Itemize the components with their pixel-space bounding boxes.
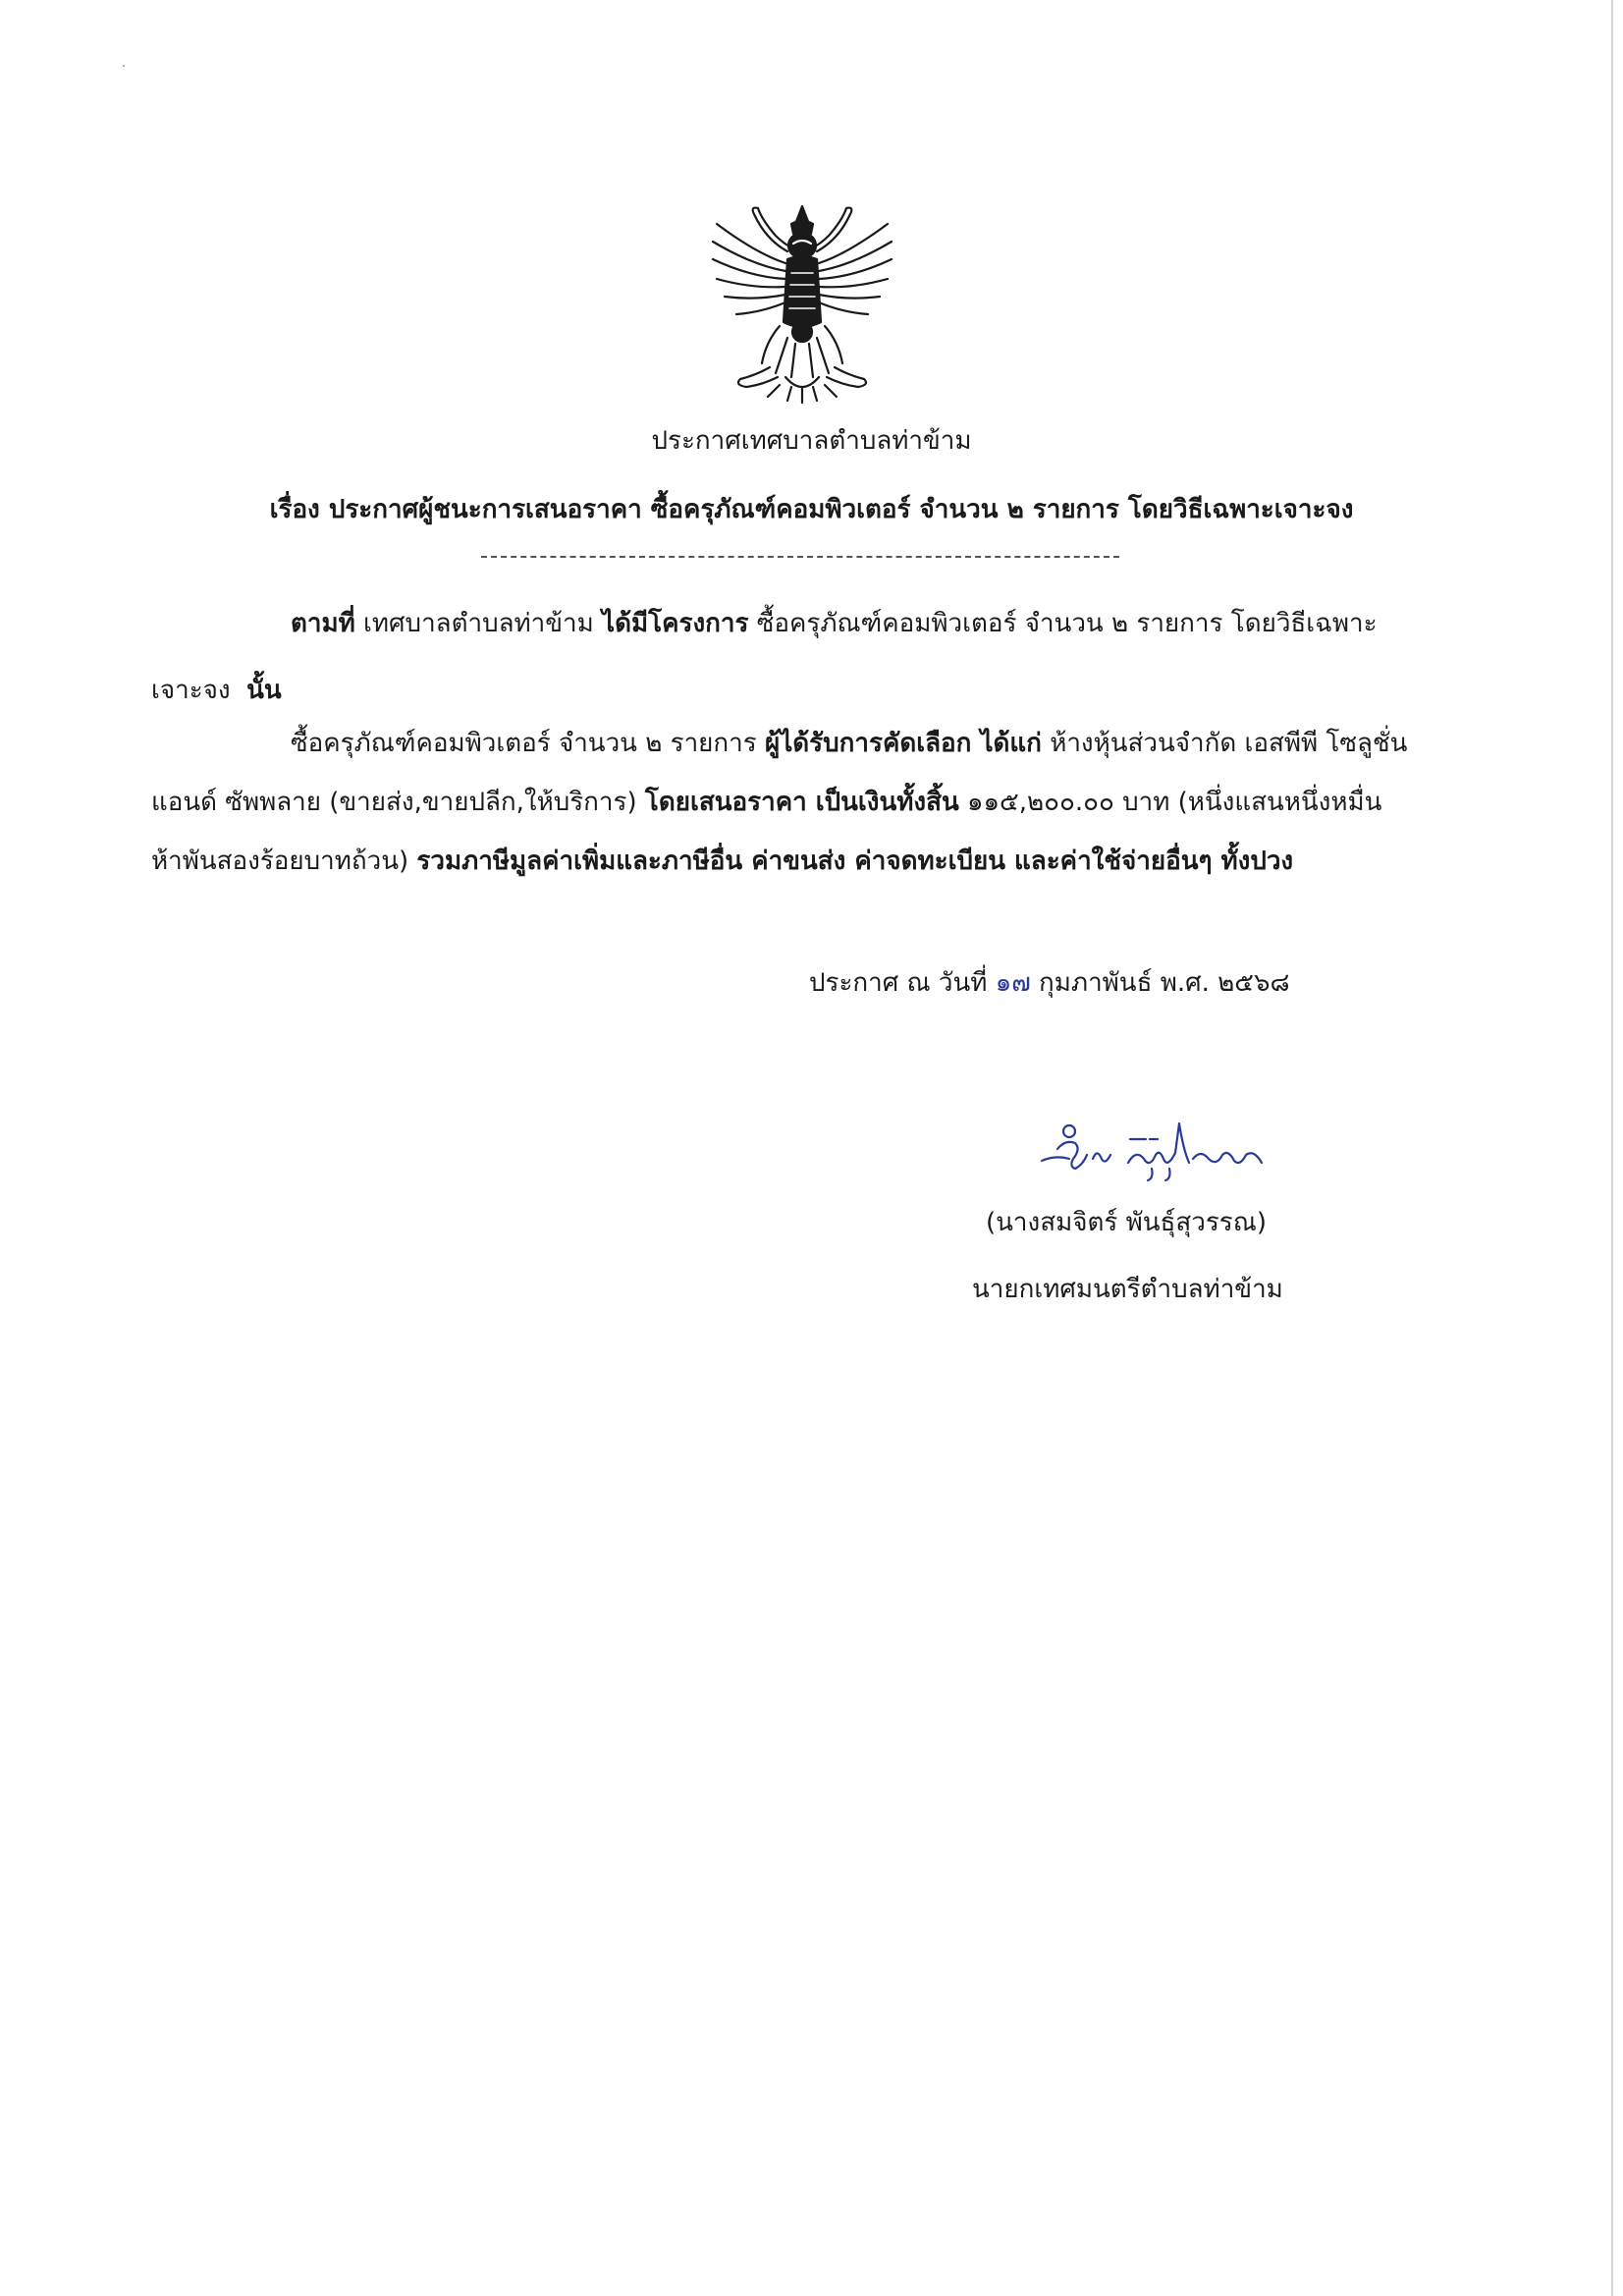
scan-speck xyxy=(123,65,125,67)
para1-cont: เจาะจง xyxy=(151,676,231,705)
para1-line2 xyxy=(151,674,282,707)
scan-edge-line xyxy=(1611,0,1613,2296)
para2-selected: ผู้ได้รับการคัดเลือก ได้แก่ xyxy=(764,729,1042,758)
announce-day: ๑๗ xyxy=(995,968,1031,998)
announce-prefix: ประกาศ ณ วันที่ xyxy=(809,968,988,998)
handwritten-signature xyxy=(1036,1110,1281,1188)
subject-label: เรื่อง xyxy=(269,495,320,524)
announce-line xyxy=(809,966,1290,1000)
garuda-emblem-icon xyxy=(697,194,907,405)
para2-item: ซื้อครุภัณฑ์คอมพิวเตอร์ จำนวน ๒ รายการ xyxy=(291,729,757,758)
para2-line2 xyxy=(151,786,1381,819)
subject-line xyxy=(0,493,1623,526)
para2-amount: ๑๑๕,๒๐๐.๐๐ บาท (หนึ่งแสนหนึ่งหมื่น xyxy=(967,788,1382,817)
para2-line3 xyxy=(151,845,1293,878)
para2-line1 xyxy=(291,727,1407,760)
para2-line3-rest: รวมภาษีมูลค่าเพิ่มและภาษีอื่น ค่าขนส่ง ค่าจดทะเบียน และค่าใช้จ่ายอื่นๆ ทั้งปวง xyxy=(416,847,1294,876)
para1-line1 xyxy=(291,607,1378,640)
para2-line3-words: ห้าพันสองร้อยบาทถ้วน) xyxy=(151,847,409,876)
subject-text: ประกาศผู้ชนะการเสนอราคา ซื้อครุภัณฑ์คอมพิวเตอร์ จำนวน ๒ รายการ โดยวิธีเฉพาะเจาะจง xyxy=(328,495,1354,524)
header-divider xyxy=(481,556,1119,558)
para2-offer: โดยเสนอราคา เป็นเงินทั้งสิ้น xyxy=(644,788,959,817)
para1-end: นั้น xyxy=(246,676,282,705)
para1-lead: ตามที่ xyxy=(291,609,355,638)
para1-org: เทศบาลตำบลท่าข้าม xyxy=(363,609,594,638)
para2-line2-vendor: แอนด์ ซัพพลาย (ขายส่ง,ขายปลีก,ให้บริการ) xyxy=(151,788,637,817)
para1-has: ได้มีโครงการ xyxy=(602,609,749,638)
signatory-name: (นางสมจิตร์ พันธุ์สุวรรณ) xyxy=(986,1208,1268,1237)
signatory-position: นายกเทศมนตรีตำบลท่าข้าม xyxy=(972,1275,1283,1304)
org-title: ประกาศเทศบาลตำบลท่าข้าม xyxy=(651,426,972,456)
announce-month-year: กุมภาพันธ์ พ.ศ. ๒๕๖๘ xyxy=(1039,968,1290,998)
para1-project: ซื้อครุภัณฑ์คอมพิวเตอร์ จำนวน ๒ รายการ โดยวิธีเฉพาะ xyxy=(756,609,1378,638)
para2-vendor: ห้างหุ้นส่วนจำกัด เอสพีพี โซลูชั่น xyxy=(1050,729,1408,758)
